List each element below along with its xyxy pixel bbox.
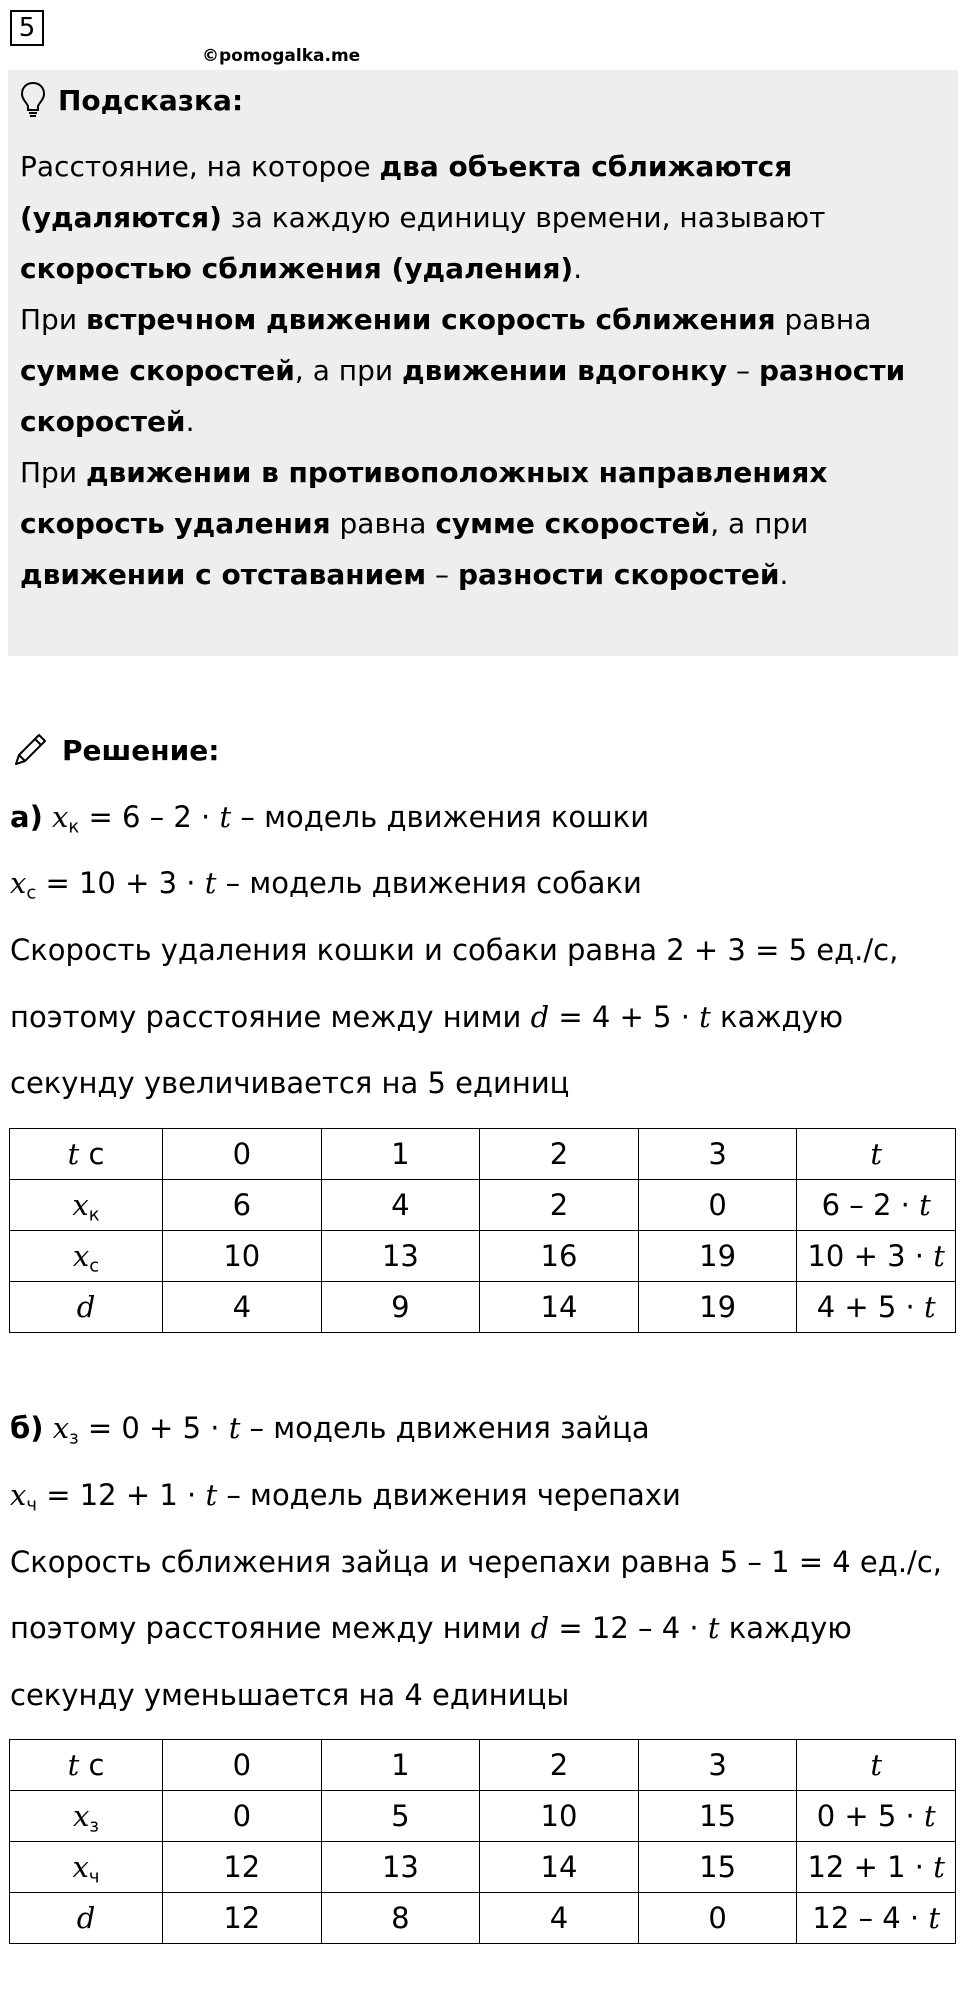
table-row-label — [10, 1180, 163, 1231]
hint-run: сумме скоростей — [20, 354, 295, 387]
table-row-label — [10, 1791, 163, 1842]
table-header-cell: 1 — [321, 1740, 480, 1791]
table-row — [10, 1893, 956, 1944]
part-b-line-4: поэтому расстояние между ними d = 12 – 4 · t каждую — [10, 1611, 852, 1645]
variable-symbol: x — [73, 1799, 90, 1833]
table-cell: 19 — [638, 1231, 797, 1282]
hint-paragraph-2 — [20, 294, 945, 447]
table-header-cell: 3 — [638, 1740, 797, 1791]
formula-text: 0 + 5 · — [816, 1799, 924, 1833]
table-cell: 2 — [480, 1180, 639, 1231]
table-header-cell: 2 — [480, 1740, 639, 1791]
time-symbol: t — [924, 1799, 936, 1833]
formula-text: 12 + 1 · — [807, 1850, 934, 1884]
variable-symbol: x — [72, 1188, 89, 1222]
table-cell: 4 — [480, 1893, 639, 1944]
part-b-line-2: $x_ч = 12 + 1 \cdot t$ – модель движения черепахи — [10, 1478, 681, 1516]
table-header-cell: 1 — [321, 1129, 480, 1180]
table-cell: 13 — [321, 1842, 480, 1893]
hint-run: разности скоростей — [20, 354, 906, 438]
part-b-line-5: секунду уменьшается на 4 единицы — [10, 1678, 570, 1712]
time-symbol: t — [924, 1290, 936, 1324]
table-row — [10, 1231, 956, 1282]
time-symbol: t — [67, 1748, 80, 1782]
variable-subscript: с — [89, 1255, 100, 1277]
time-symbol: t — [67, 1137, 80, 1171]
hint-run: При — [20, 303, 86, 336]
formula-text: 4 + 5 · — [816, 1290, 924, 1324]
table-cell: 4 — [321, 1180, 480, 1231]
table-cell: 5 — [321, 1791, 480, 1842]
solution-header — [10, 728, 219, 772]
hint-run: Расстояние, на которое — [20, 150, 380, 183]
hint-run: за каждую единицу времени, называют — [221, 201, 826, 234]
hint-run: движении в противоположных направлениях скорость удаления — [20, 456, 828, 540]
table-row — [10, 1180, 956, 1231]
table-a — [9, 1128, 956, 1333]
table-b — [9, 1739, 956, 1944]
variable-subscript: ч — [88, 1866, 100, 1888]
formula-text: 10 + 3 · — [807, 1239, 934, 1273]
hint-run: , а при — [294, 354, 402, 387]
hint-run: два объекта сближаются (удаляются) — [20, 150, 793, 234]
table-cell: 12 — [163, 1893, 322, 1944]
table-cell: 10 — [480, 1791, 639, 1842]
hint-run: – — [426, 558, 458, 591]
table-cell: 13 — [321, 1231, 480, 1282]
table-cell: 6 — [163, 1180, 322, 1231]
table-cell: 15 — [638, 1842, 797, 1893]
time-symbol: t — [933, 1239, 945, 1273]
table-cell: 0 — [638, 1180, 797, 1231]
table-cell: 0 — [163, 1791, 322, 1842]
hint-run: , а при — [710, 507, 809, 540]
hint-run: . — [573, 252, 583, 285]
hint-run: движении с отставанием — [20, 558, 427, 591]
table-header-cell — [10, 1740, 163, 1791]
hint-run: . — [779, 558, 789, 591]
part-a-line-1: а) $x_к = 6 - 2 \cdot t$ – модель движения кошки — [10, 800, 650, 838]
hint-paragraph-1 — [20, 141, 945, 294]
part-a-line-3: Скорость удаления кошки и собаки равна 2 + 3 = 5 ед./с, — [10, 933, 899, 967]
solution-title: Решение: — [62, 733, 220, 767]
table-cell: 9 — [321, 1282, 480, 1333]
hint-run: разности скоростей — [457, 558, 780, 591]
time-symbol: t — [928, 1901, 940, 1935]
table-row-label — [10, 1893, 163, 1944]
table-cell: 4 — [163, 1282, 322, 1333]
pencil-icon — [10, 730, 50, 770]
time-unit: с — [79, 1748, 105, 1782]
variable-subscript: к — [88, 1204, 100, 1226]
time-symbol: t — [919, 1188, 931, 1222]
table-row-label — [10, 1231, 163, 1282]
table-formula-cell — [797, 1231, 956, 1282]
hint-run: При — [20, 456, 86, 489]
table-formula-cell — [797, 1791, 956, 1842]
table-cell: 8 — [321, 1893, 480, 1944]
table-header-cell: 0 — [163, 1129, 322, 1180]
variable-subscript: з — [89, 1815, 99, 1837]
table-header-cell: 2 — [480, 1129, 639, 1180]
table-row-label — [10, 1842, 163, 1893]
table-header-cell: 3 — [638, 1129, 797, 1180]
table-row — [10, 1842, 956, 1893]
table-header-cell — [797, 1129, 956, 1180]
variable-symbol: d — [76, 1290, 96, 1324]
table-row-label — [10, 1282, 163, 1333]
problem-number: 5 — [10, 10, 44, 46]
hint-run: встречном движении скорость сближения — [85, 303, 776, 336]
table-row — [10, 1282, 956, 1333]
table-header-row — [10, 1740, 956, 1791]
table-header-cell: 0 — [163, 1740, 322, 1791]
part-b-line-3: Скорость сближения зайца и черепахи равна 5 – 1 = 4 ед./с, — [10, 1545, 942, 1579]
hint-run: сумме скоростей — [435, 507, 711, 540]
table-cell: 14 — [480, 1842, 639, 1893]
table-formula-cell — [797, 1893, 956, 1944]
table-cell: 14 — [480, 1282, 639, 1333]
hint-run: . — [185, 405, 195, 438]
variable-symbol: d — [76, 1901, 96, 1935]
hint-run: равна — [330, 507, 436, 540]
hint-run: скоростью сближения (удаления) — [20, 252, 574, 285]
hint-text — [20, 141, 945, 600]
hint-run: движении вдогонку — [401, 354, 728, 387]
table-formula-cell — [797, 1842, 956, 1893]
formula-text: 12 – 4 · — [812, 1901, 929, 1935]
table-cell: 16 — [480, 1231, 639, 1282]
part-a-line-4: поэтому расстояние между ними d = 4 + 5 · t каждую — [10, 1000, 844, 1034]
part-a-line-5: секунду увеличивается на 5 единиц — [10, 1066, 570, 1100]
hint-header — [20, 78, 243, 122]
table-formula-cell — [797, 1282, 956, 1333]
time-symbol: t — [870, 1137, 883, 1171]
table-header-cell — [10, 1129, 163, 1180]
part-b-line-1: б) $x_з = 0 + 5 \cdot t$ – модель движения зайца — [10, 1411, 650, 1449]
table-cell: 0 — [638, 1893, 797, 1944]
hint-paragraph-3 — [20, 447, 945, 600]
variable-symbol: x — [72, 1239, 90, 1273]
table-row — [10, 1791, 956, 1842]
table-header-cell — [797, 1740, 956, 1791]
time-unit: с — [79, 1137, 105, 1171]
hint-title: Подсказка: — [58, 83, 244, 117]
time-symbol: t — [870, 1748, 883, 1782]
variable-symbol: x — [72, 1850, 89, 1884]
table-cell: 19 — [638, 1282, 797, 1333]
hint-run: равна — [775, 303, 872, 336]
table-cell: 12 — [163, 1842, 322, 1893]
table-cell: 10 — [163, 1231, 322, 1282]
part-a-line-2: $x_с = 10 + 3 \cdot t$ – модель движения собаки — [10, 866, 642, 904]
hint-run: – — [727, 354, 759, 387]
table-cell: 15 — [638, 1791, 797, 1842]
table-formula-cell — [797, 1180, 956, 1231]
watermark: ©pomogalka.me — [202, 46, 361, 66]
table-header-row — [10, 1129, 956, 1180]
time-symbol: t — [933, 1850, 945, 1884]
formula-text: 6 – 2 · — [821, 1188, 920, 1222]
lightbulb-icon — [20, 81, 46, 119]
